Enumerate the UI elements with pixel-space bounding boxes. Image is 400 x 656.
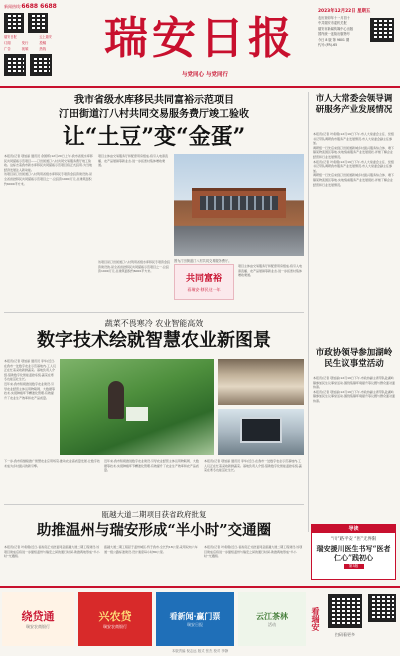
agri-body: 本报讯(记者 项加丽 通讯员 李华)近日,在我市一处数字农业示范基地内,工人们正在忙着采收新鲜蔬菜。基地负责人介绍,借助数字化智能温控系统,蔬菜在寒冬也能茁壮生长。 [204,459,302,473]
lead-subtitle: 我市省级水库移民共同富裕示范项目 [74,95,234,106]
service-tag[interactable]: 热线 [39,47,47,51]
ad-strip [0,586,400,646]
side-label: 看瑞安 [311,607,321,631]
guide-headline: 瑞安援川医生书写“医者仁心”践初心 [316,544,391,562]
agri-body: 近年来,我市积极推进数字农业建设,引导农业经营主体运用物联网、大数据等技术,实现种植环节精准化管理,有效提升了农业生产效率和农产品质量。 [104,459,199,473]
ad-title: 看新闻·赢门票 [169,610,221,621]
lead-body: 本报讯(记者 项加丽 通讯员 余国邦)12月20日上午,我市省级水库移民共同富裕示范项目——汀田街道汀八村共同交易服务费厅竣工验收。这标志着我市新水库移民共同富裕示范项目将正式投用,为当地经济发展注入新动能。 该项目是汀田街道汀八村利用省级水库移民专项资金投资建设的,是全省首批移民共同富裕示范项目之一,总投资1900万元,总建筑面积约6000平方米。 [4,154,93,186]
qr-code[interactable] [370,18,394,42]
building-photo [174,154,304,256]
issue-date: 2023年12月22日 星期五 [318,9,371,14]
qr-code[interactable] [30,54,52,76]
hotline: 新闻热线:6688 6688 [4,3,57,10]
ad-title: 云江茶林 [256,610,288,621]
service-tag[interactable]: 视频 [21,47,29,51]
people-photo [218,359,304,405]
right-headline: 市人大常委会领导调研服务产业发展情况 [315,94,393,115]
right-body: 本报讯(记者 叶希翔)12月19日下午,市人大常委会主任、党组书记带队调研我市服务产业发展情况,市人大常委会副主任参加。 调研组一行先后来到汀田街道新城乡村振兴服务综合体、塘下镇某物流园区等地,实地察看服务产业发展现状,详细了解企业经营和行业发展情况。 本报讯(记者 叶希翔)12月19日下午,市人大常委会主任、党组书记带队调研我市服务产业发展情况,市人大常委会副主任参加。 调研组一行先后来到汀田街道新城乡村振兴服务综合体、塘下镇某物流园区等地,实地察看服务产业发展现状,详细了解企业经营和行业发展情况。 [313,132,395,187]
right-headline: 市政协领导参加湖岭民生议事堂活动 [315,348,393,369]
worker-figure [108,381,124,419]
ad-sub: 活动 [268,621,276,627]
agri-headline: 数字技术绘就智慧农业新图景 [37,330,271,351]
service-tag[interactable]: 广告 [4,47,11,51]
ad-banner[interactable] [78,592,152,646]
slogan: 与党同心 与党同行 [182,72,228,78]
qr-code[interactable] [4,13,24,33]
lead-article [4,92,304,308]
agri-body: 本报讯(记者 项加丽 通讯员 李华)近日,在我市一处数字农业示范基地内,工人们正在忙着采收新鲜蔬菜。基地负责人介绍,借助数字化智能温控系统,蔬菜在寒冬也能茁壮生长。 近年来,我市积极推进数字农业建设,引导农业经营主体运用物联网、大数据等技术,实现种植环节精准化管理,有效提升了农业生产效率和农产品质量。 [4,359,56,400]
ad-banner[interactable] [2,592,74,646]
service-tag[interactable]: 投稿 [39,41,47,45]
qr-code[interactable] [368,594,396,622]
traffic-headline: 助推温州与瑞安形成“半小时”交通圈 [36,522,272,539]
brand-title: 共同富裕 [185,274,222,284]
lead-body: 项目主体由交易服务厅和配套用房组成,将引入电商直播、农产品展销等新业态,进一步拓宽村集体增收渠道。 [238,264,302,278]
guide-label: 导读 [312,525,395,533]
ad-sub: 瑞安农商银行 [103,624,127,629]
ad-banner[interactable] [156,592,234,646]
photo-caption: 图为汀田街道汀八村共同交易服务费厅。 [174,259,232,263]
traffic-body: 瓯越大道二期工程起于温州城区,终于我市,全长约18公里,采用双向六车道一级公路标准建设,设计速度每小时80公里。 [104,545,198,554]
masthead [0,0,400,88]
screen-device [240,417,282,443]
agri-body: 下一步,我市将继续推广智慧农业应用场景,推动农业高质量发展,让数字技术成为乡村振兴的新引擎。 [4,459,100,468]
right-column [308,92,396,532]
footer-credits: 本版责编 倪志远 版式 张杰 校对 李静 [171,649,229,653]
lead-brand-box [174,264,234,300]
guide-tag: “川”路平安 “医”无界限 [330,537,377,542]
service-tag[interactable]: 订阅 [4,41,11,45]
traffic-body: 本报讯(记者 叶希翔)近日,省政府正式批复同意瓯越大道二期工程建设,该项目建成后将进一步缩短温州与瑞安之间的通行时间,助推两地形成“半小时”交通圈。 [4,545,100,559]
qr-code[interactable] [28,13,48,33]
qr-label: 瑞安日报 [4,35,17,39]
farm-photo [60,359,214,455]
lead-subtitle: 汀田街道汀八村共同交易服务费厅竣工验收 [59,109,249,120]
guide-page: 第3版 [344,564,364,569]
masthead-divider [0,86,400,88]
newspaper-title: 瑞安日报 [104,13,296,64]
lead-body: 项目主体由交易服务厅和配套用房组成,将引入电商直播、农产品展销等新业态,进一步拓宽村集体增收渠道。 [98,154,168,168]
right-body: 本报讯(记者 项加丽)12月19日下午,市政协副主席带队赴湖岭镇参加民生议事堂活动,围绕集镇环境提升等议题与群众面对面协商。 本报讯(记者 项加丽)12月19日下午,市政协副主席带队赴湖岭镇参加民生议事堂活动,围绕集镇环境提升等议题与群众面对面协商。 [313,376,395,403]
produce-basket [126,407,148,421]
building-windows [200,196,278,210]
monitor-photo [218,409,304,455]
service-tag[interactable]: 发行 [21,41,29,45]
lunar-date: 农历癸卯年十一月初十 [318,16,350,20]
ad-sub: 瑞安农商银行 [26,624,50,629]
lead-body: 该项目是汀田街道汀八村利用省级水库移民专项资金投资建设的,是全省首批移民共同富裕示范项目之一,总投资1900万元,总建筑面积约6000平方米。 [98,260,170,274]
traffic-body: 本报讯(记者 叶希翔)近日,省政府正式批复同意瓯越大道二期工程建设,该项目建成后将进一步缩短温州与瑞安之间的通行时间,助推两地形成“半小时”交通圈。 [204,545,303,559]
qr-code[interactable] [328,594,362,628]
ad-title: 兴农贷 [98,610,132,623]
agri-subtitle: 蔬菜不畏寒冷 农业智能高效 [104,319,204,328]
agri-article [4,312,304,502]
traffic-article [4,504,304,584]
qr-label: 云上瑞安 [39,35,52,39]
publisher-info: 农历癸卯年十一月初十 中共瑞安市委机关报 瑞安市新闻传媒中心出版 国内统一连续出版物号 今日 8 版 第 9801 期 代号:(FR)-65 [318,16,368,48]
ad-sub: 瑞安日报 [187,621,203,627]
brand-subtitle: 看瑞安·移民这一年 [187,287,221,292]
guide-box[interactable] [311,524,396,580]
ad-banner[interactable] [238,592,306,646]
ad-title: 绕贷通 [21,610,55,623]
traffic-subtitle: 瓯越大道二期项目获省政府批复 [101,510,207,519]
qr-label: 扫码看更多 [335,632,355,637]
qr-code[interactable] [4,54,26,76]
lead-headline: 让“土豆”变“金蛋” [62,124,246,150]
